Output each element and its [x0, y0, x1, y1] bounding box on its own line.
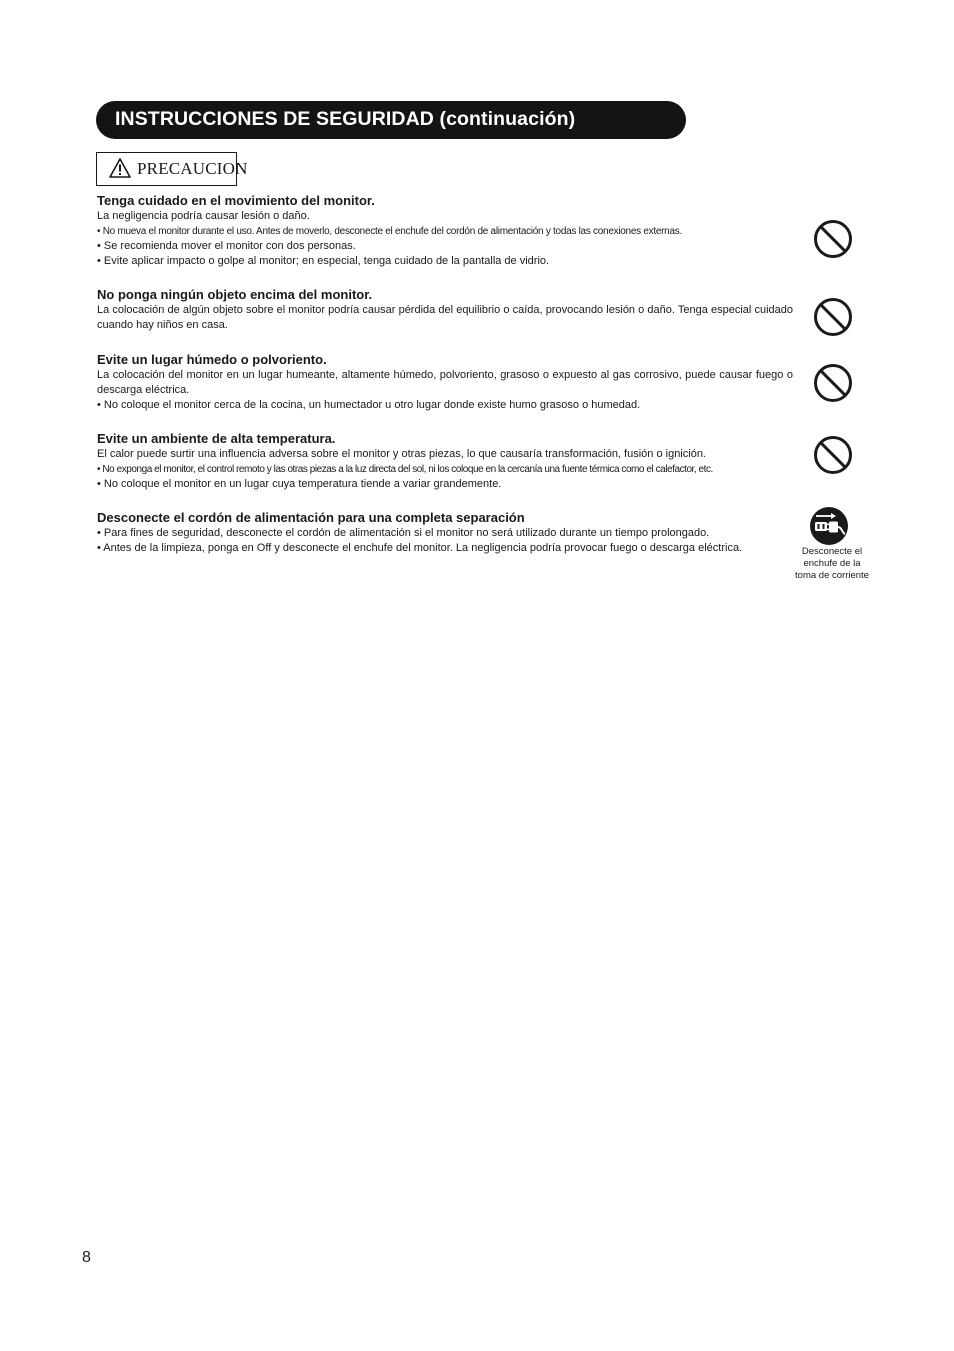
section-heading: Tenga cuidado en el movimiento del monitor. — [97, 193, 375, 208]
section-text: El calor puede surtir una influencia adversa sobre el monitor y otras piezas, lo que causaría transformación, fusión o ignición. — [97, 448, 706, 460]
section-heading: Evite un ambiente de alta temperatura. — [97, 431, 336, 446]
bullet-item: • Para fines de seguridad, desconecte el cordón de alimentación si el monitor no será utilizado durante un tiempo prolongado. — [97, 527, 710, 539]
prohibition-icon — [813, 435, 853, 475]
section-heading: Desconecte el cordón de alimentación para una completa separación — [97, 510, 525, 525]
section-disconnect-power — [97, 510, 793, 556]
bullet-item: • Se recomienda mover el monitor con dos personas. — [97, 240, 356, 252]
section-header-bar — [96, 101, 686, 139]
page-number: 8 — [82, 1249, 91, 1266]
caution-label: PRECAUCION — [137, 159, 248, 178]
section-high-temperature — [97, 431, 793, 492]
page-title: INSTRUCCIONES DE SEGURIDAD (continuación) — [115, 108, 576, 130]
prohibition-icon — [813, 363, 853, 403]
section-moving-monitor — [97, 193, 793, 269]
section-text: La negligencia podría causar lesión o daño. — [97, 210, 310, 222]
caution-label-box — [96, 152, 248, 186]
section-heading: Evite un lugar húmedo o polvoriento. — [97, 352, 327, 367]
prohibition-icon — [813, 219, 853, 259]
bullet-item: • Evite aplicar impacto o golpe al monitor; en especial, tenga cuidado de la pantalla de vidrio. — [97, 255, 550, 267]
section-humid-dusty — [97, 352, 793, 413]
bullet-item: • No coloque el monitor cerca de la cocina, un humectador u otro lugar donde existe humo grasoso o humedad. — [97, 399, 641, 411]
bullet-item: • No mueva el monitor durante el uso. Antes de moverlo, desconecte el enchufe del cordón de alimentación y todas las conexiones externas. — [97, 226, 682, 237]
section-no-objects — [97, 287, 793, 333]
prohibition-icon — [813, 297, 853, 337]
bullet-item: • Antes de la limpieza, ponga en Off y desconecte el enchufe del monitor. La negligencia podría provocar fuego o descarga eléctrica. — [97, 542, 743, 554]
bullet-item: • No exponga el monitor, el control remoto y las otras piezas a la luz directa del sol, ni los coloque en la cercanía una fuente térmica como el calefactor, etc. — [97, 464, 713, 475]
section-heading: No ponga ningún objeto encima del monitor. — [97, 287, 373, 302]
warning-triangle-icon — [109, 158, 131, 178]
unplug-icon-caption: Desconecte el enchufe de la toma de corriente — [795, 546, 869, 581]
unplug-icon — [809, 506, 849, 546]
section-text: La colocación de algún objeto sobre el monitor podría causar pérdida del equilibrio o caída, provocando lesión o daño. Tenga especial cuidado cuando hay niños en casa. — [97, 304, 793, 331]
bullet-item: • No coloque el monitor en un lugar cuya temperatura tiende a variar grandemente. — [97, 478, 502, 490]
section-text: La colocación del monitor en un lugar humeante, altamente húmedo, polvoriento, grasoso o expuesto al gas corrosivo, puede causar fuego o descarga eléctrica. — [97, 369, 793, 396]
